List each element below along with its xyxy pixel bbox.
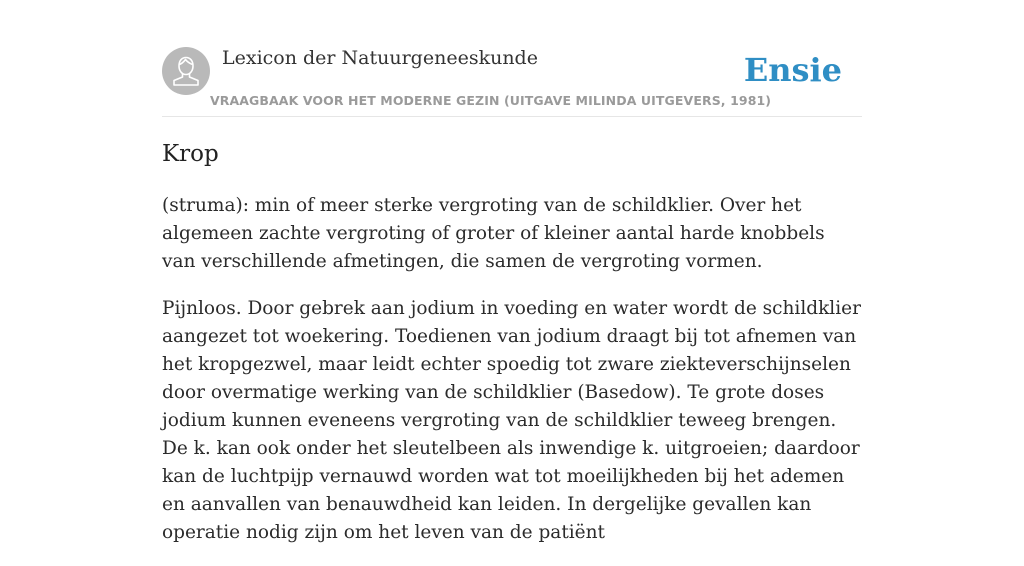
entry-paragraph: (struma): min of meer sterke vergroting van de schildklier. Over het algemeen zachte vergroting of groter of kleiner aantal harde knobbels van verschillende afmetingen, die samen de vergroting vormen. bbox=[162, 195, 825, 272]
entry-paragraph: Pijnloos. Door gebrek aan jodium in voeding en water wordt de schildklier aangezet tot woekering. Toedienen van jodium draagt bij tot afnemen van het kropgezwel, maar leidt echter spoedig tot zware ziekteverschijnselen door overmatige werking van de schildklier (Basedow). Te grote doses jodium kunnen eveneens vergroting van de schildklier teweeg brengen. De k. kan ook onder het sleutelbeen als inwendige k. uitgroeien; daardoor kan de luchtpijp vernauwd worden wat tot moeilijkheden bij het ademen en aanvallen van benauwdheid kan leiden. In dergelijke gevallen kan operatie nodig zijn om het leven van de patiënt bbox=[162, 298, 861, 543]
source-title-link[interactable]: Lexicon der Natuurgeneeskunde bbox=[222, 47, 538, 69]
ensie-logo[interactable]: Ensie bbox=[743, 51, 842, 89]
source-subtitle: VRAAGBAAK VOOR HET MODERNE GEZIN (UITGAVE MILINDA UITGEVERS, 1981) bbox=[210, 93, 772, 108]
entry-body bbox=[162, 192, 862, 566]
user-icon[interactable] bbox=[162, 47, 210, 95]
source-header bbox=[162, 0, 862, 117]
entry-title: Krop bbox=[162, 141, 219, 167]
entry-container bbox=[162, 0, 862, 543]
